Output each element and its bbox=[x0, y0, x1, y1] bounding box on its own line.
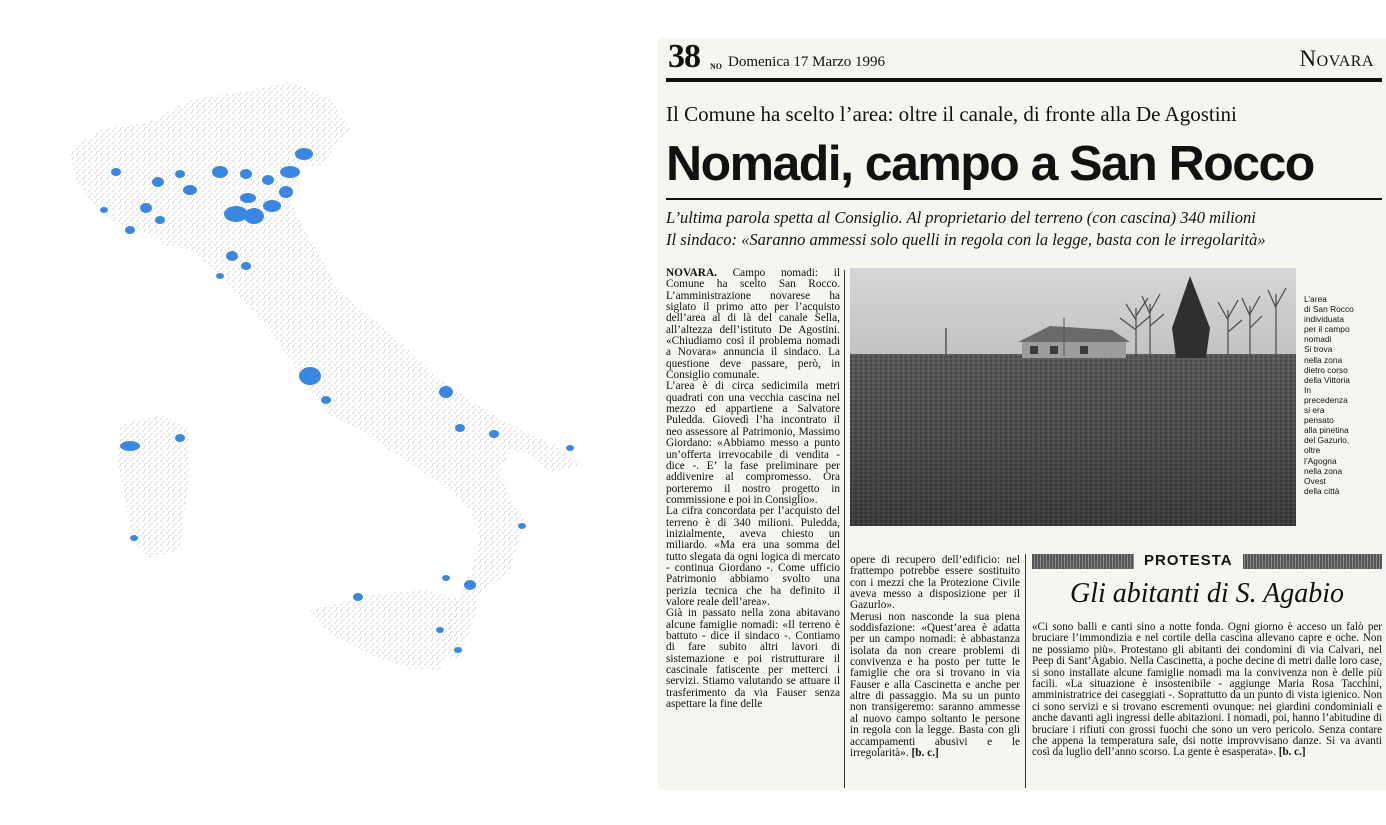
highlight-area bbox=[226, 251, 238, 261]
article-body-1: Campo nomadi: il Comune ha scelto San Rocco. L’amministrazione novarese ha siglato il primo atto per l’acquisto dell’area al di là del canale Sella, all’altezza dell’istituto De Agostini. «Chiudiamo così il problema nomadi a Novara» annuncia il sindaco. La questione deve passare, però, in Consiglio comunale. L’area è di circa sedicimila metri quadrati con una vecchia cascina nel mezzo ed appartiene a Salvatore Puledda. Giovedì l’ha incontrato il neo assessore al Patrimonio, Massimo Giordano: «Abbiamo messo a punto un’offerta irrevocabile di vendita - dice -. E’ la fase preliminare per addivenire al compromesso. Ora porteremo il nostro progetto in commissione e poi in Consiglio». La cifra concordata per l’acquisto del terreno è di 340 milioni. Puledda, inizialmente, aveva chiesto un miliardo. «Ma era una somma del tutto slegata da ogni logica di mercato - continua Giordano -. Come ufficio Patrimonio abbiamo svolto una perizia tecnica che ha definito il valore reale dell’area». Già in passato nella zona abitavano alcune famiglie nomadi: «Il terreno è battuto - dice il sindaco -. Contiamo di fare subito altri lavori di sistemazione e poi ristrutturare il cascinale fatiscente per metterci i servizi. Stiamo valutando se attuare il trasferimento da via Fauser senza aspettare la fine delle bbox=[666, 268, 840, 711]
highlight-area bbox=[175, 170, 185, 178]
sidebar-body: «Ci sono balli e canti sino a notte fonda. Ogni giorno è acceso un falò per bruciare l’immondizia e nel cortile della cascina allevano capre e oche. Non ne possiamo più». Protestano gli abitanti dei condomini di via Calvari, nel Peep di Sant’Agabio. Nella Cascinetta, a poche decine di metri dalle loro case, si sono installate alcune famiglie nomadi ma la convivenza non è delle più facili. «La situazione è insostenibile - aggiunge Maria Rosa Tacchini, amministratrice dei caseggiati -. Soprattutto da un punto di vista igienico. Non ci sono servizi e si trovano escrementi ovunque: nei giardini condominiali e anche davanti agli ingressi delle abitazioni. I nomadi, poi, hanno l’abitudine di bruciare i rifiuti con grossi fuochi che sono un vero pericolo. Senza contare che appena la temperatura sale, dsi notte improvvisano danze. Si va avanti così da luglio dell’anno scorso. La gente è esasperata». bbox=[1032, 622, 1382, 759]
highlight-area bbox=[183, 185, 197, 195]
article-column-2 bbox=[850, 555, 1020, 787]
highlight-area bbox=[241, 262, 251, 270]
highlight-area bbox=[240, 193, 256, 203]
mainland-region bbox=[70, 82, 580, 660]
dateline: NOVARA. bbox=[666, 268, 717, 279]
highlight-area bbox=[111, 168, 121, 176]
map-land bbox=[70, 82, 580, 670]
section-city: Novara bbox=[1299, 46, 1374, 71]
highlight-area bbox=[130, 535, 138, 541]
newspaper-page bbox=[658, 38, 1386, 790]
column-divider bbox=[844, 270, 845, 788]
masthead bbox=[666, 38, 1382, 82]
headline-rule bbox=[666, 198, 1382, 200]
page-code: NO bbox=[710, 62, 722, 71]
highlight-area bbox=[175, 434, 185, 442]
headline: Nomadi, campo a San Rocco bbox=[666, 137, 1314, 191]
highlight-area bbox=[120, 441, 140, 451]
page-number: 38 bbox=[668, 38, 700, 75]
highlight-area bbox=[212, 166, 228, 178]
highlight-area bbox=[262, 175, 274, 185]
issue-date: Domenica 17 Marzo 1996 bbox=[728, 54, 886, 70]
subhead-line-1: L’ultima parola spetta al Consiglio. Al proprietario del terreno (con cascina) 340 milioni bbox=[666, 208, 1256, 227]
highlight-area bbox=[152, 177, 164, 187]
highlight-area bbox=[299, 367, 321, 385]
highlight-area bbox=[464, 580, 476, 590]
highlight-area bbox=[263, 200, 281, 212]
protesta-banner bbox=[1032, 554, 1382, 569]
highlight-area bbox=[566, 445, 574, 451]
highlight-area bbox=[216, 273, 224, 279]
article-body-2: opere di recupero dell’edificio: nel frattempo potrebbe essere sostituito con i mezzi che la Protezione Civile aveva messo a disposizione per il Gazurlo». Merusi non nasconde la sua piena soddisfazione: «Quest’area è adatta per un campo nomadi: è abbastanza isolata da non creare problemi di convivenza e ha posto per tutte le famiglie che ora si trovano in via Fauser e alla Cascinetta e anche per altre di passaggio. Ma su un punto non transigeremo: saranno ammesse al nuovo campo soltanto le persone in regola con la legge. Basta con gli accampamenti abusivi e le irregolarità». bbox=[850, 555, 1020, 759]
highlight-area bbox=[442, 575, 450, 581]
highlight-area bbox=[244, 208, 264, 224]
highlight-area bbox=[295, 148, 313, 160]
sidebar-title: Gli abitanti di S. Agabio bbox=[1069, 578, 1345, 609]
highlight-area bbox=[353, 593, 363, 601]
highlight-area bbox=[455, 424, 465, 432]
sidebar-signature: [b. c.] bbox=[1278, 746, 1306, 759]
field-photo bbox=[850, 268, 1296, 526]
italy-dot-map bbox=[40, 70, 600, 770]
highlight-area bbox=[321, 396, 331, 404]
highlight-area bbox=[280, 166, 300, 178]
sidebar-article bbox=[1032, 622, 1382, 782]
highlight-area bbox=[436, 627, 444, 633]
highlight-area bbox=[155, 216, 165, 224]
highlight-area bbox=[489, 430, 499, 438]
highlight-area bbox=[279, 186, 293, 198]
highlight-area bbox=[125, 226, 135, 234]
subhead-line-2: Il sindaco: «Saranno ammessi solo quelli in regola con la legge, basta con le irregolarità» bbox=[666, 230, 1266, 249]
protesta-label: PROTESTA bbox=[1134, 552, 1243, 569]
highlight-area bbox=[454, 647, 462, 653]
highlight-area bbox=[240, 169, 252, 179]
column-divider-2 bbox=[1025, 554, 1026, 788]
highlight-area bbox=[439, 386, 453, 398]
highlight-area bbox=[100, 207, 108, 213]
photo-caption: L’area di San Rocco individuata per il campo nomadi Si trova nella zona dietro corso della Vittoria In precedenza si era pensato alla pinetina del Gazurlo, oltre l’Agogna nella zona Ovest della città bbox=[1304, 294, 1354, 496]
article-column-1 bbox=[666, 268, 840, 788]
highlight-area bbox=[518, 523, 526, 529]
article-signature: [b. c.] bbox=[911, 746, 939, 759]
highlight-area bbox=[140, 203, 152, 213]
kicker: Il Comune ha scelto l’area: oltre il canale, di fronte alla De Agostini bbox=[666, 102, 1237, 126]
